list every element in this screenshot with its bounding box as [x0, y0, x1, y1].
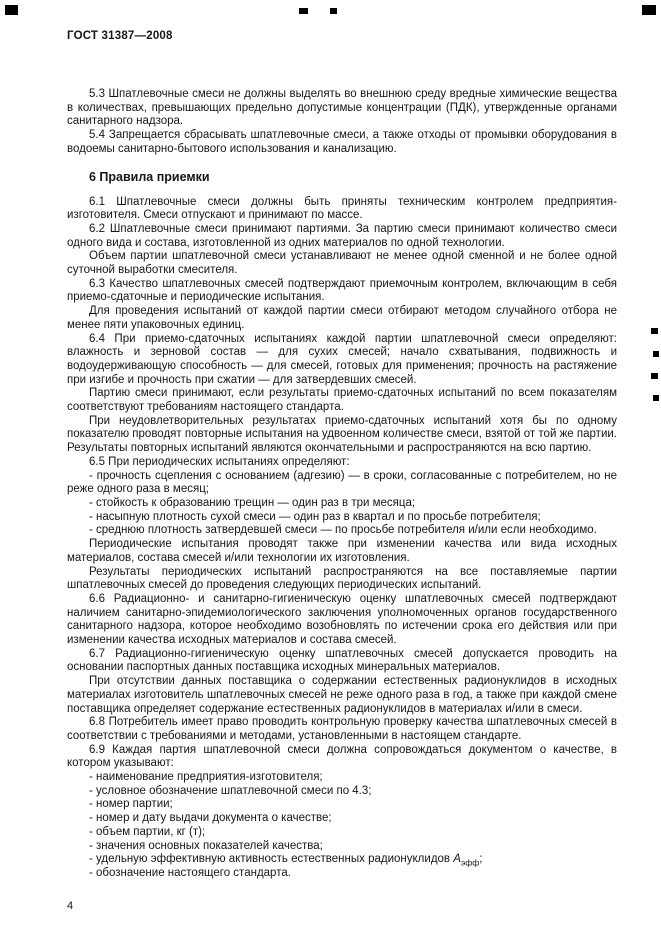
aeff-suffix: ; — [479, 853, 483, 866]
scan-mark — [653, 351, 659, 357]
paragraph-6-5: 6.5 При периодических испытаниях определяют: — [89, 455, 350, 468]
list-item: - стойкость к образованию трещин — один раз в три месяца; — [89, 496, 416, 509]
scan-mark — [642, 5, 656, 15]
paragraph-6-1: 6.1 Шпатлевочные смеси должны быть приняты техническим контролем предприятия-изготовителя. Смеси отпускают и принимают по массе. — [67, 195, 617, 222]
paragraph-5-3: 5.3 Шпатлевочные смеси не должны выделять во внешнюю среду вредные химические вещества в количествах, превышающих предельно допустимые концентрации (ПДК), утвержденные органами санитарного надзора. — [67, 88, 617, 128]
paragraph-6-5-cont1: Периодические испытания проводят также при изменении качества или вида исходных материалов, состава смесей и/или технологии их изготовления. — [67, 538, 617, 564]
list-item: - номер партии; — [89, 798, 173, 811]
list-item: - среднюю плотность затвердевшей смеси — по просьбе потребителя и/или если необходимо. — [89, 524, 597, 537]
paragraph-6-7: 6.7 Радиационно-гигиеническую оценку шпатлевочных смесей допускается проводить на основании паспортных данных поставщика исходных минеральных материалов. — [67, 647, 617, 674]
list-item: - объем партии, кг (т); — [89, 825, 206, 838]
page-number: 4 — [67, 900, 74, 912]
aeff-subscript: эфф — [460, 857, 480, 868]
aeff-symbol: А — [453, 853, 461, 866]
section-6-title: 6 Правила приемки — [89, 169, 210, 184]
scan-mark — [299, 8, 308, 14]
paragraph-6-6: 6.6 Радиационно- и санитарно-гигиеническую оценку шпатлевочных смесей подтверждают наличием санитарно-эпидемиологического заключения уполномоченных органов государственного санитарного надзора, которое необходимо возобновлять по истечении срока его действия или при изменении качества исходных материалов и состава смесей. — [67, 592, 617, 647]
scan-mark — [651, 373, 658, 379]
paragraph-6-7-cont: При отсутствии данных поставщика о содержании естественных радионуклидов в исходных материалах изготовитель шпатлевочных смесей не реже одного раза в год, а также при каждой смене поставщика определяет содержание естественных радионуклидов в материалах и/или в смеси. — [67, 675, 617, 715]
paragraph-5-4: 5.4 Запрещается сбрасывать шпатлевочные смеси, а также отходы от промывки оборудования в водоемы санитарно-бытового использования и канализацию. — [67, 129, 617, 155]
list-item: - прочность сцепления с основанием (адгезию) — в сроки, согласованные с потребителем, но не реже одного раза в месяц; — [67, 469, 617, 496]
scan-mark — [330, 8, 337, 14]
list-item: - наименование предприятия-изготовителя; — [89, 771, 323, 784]
list-item-aeff — [67, 853, 617, 867]
paragraph-6-4: 6.4 При приемо-сдаточных испытаниях каждой партии шпатлевочной смеси определяют: влажность и зерновой состав — для сухих смесей; начало схватывания, подвижность и водоудерживающую способность — для смесей, готовых для применения; прочность на растяжение при изгибе и прочность при сжатии — для затвердевших смесей. — [67, 332, 617, 386]
list-item: - насыпную плотность сухой смеси — один раз в квартал и по просьбе потребителя; — [89, 510, 541, 523]
aeff-prefix: - удельную эффективную активность естественных радионуклидов — [89, 853, 454, 866]
paragraph-6-5-cont2: Результаты периодических испытаний распространяются на все поставляемые партии шпатлевочных смесей до проведения следующих периодических испытаний. — [67, 565, 617, 592]
list-item: - номер и дату выдачи документа о качестве; — [89, 812, 332, 825]
paragraph-6-4-cont1: Партию смеси принимают, если результаты приемо-сдаточных испытаний по всем показателям соответствуют требованиям настоящего стандарта. — [67, 387, 617, 414]
paragraph-6-2-cont: Объем партии шпатлевочной смеси устанавливают не менее одной сменной и не более одной суточной выработки смесителя. — [67, 250, 617, 277]
list-item: - значения основных показателей качества; — [89, 839, 323, 852]
paragraph-6-3-cont: Для проведения испытаний от каждой партии смеси отбирают методом случайного отбора не менее пяти упаковочных единиц. — [67, 305, 617, 331]
paragraph-6-4-cont2: При неудовлетворительных результатах приемо-сдаточных испытаний хотя бы по одному показателю проводят повторные испытания на удвоенном количестве смеси, взятой от той же партии. Результаты повторных испытаний являются окончательными и распространяются на всю партию. — [67, 414, 617, 455]
list-item: - обозначение настоящего стандарта. — [89, 866, 291, 879]
list-item: - условное обозначение шпатлевочной смеси по 4.3; — [89, 784, 372, 797]
scan-mark — [651, 328, 658, 334]
document-body — [67, 88, 617, 881]
doc-code: ГОСТ 31387—2008 — [67, 30, 173, 42]
paragraph-6-3: 6.3 Качество шпатлевочных смесей подтверждают приемочным контролем, включающим в себя приемо-сдаточные и периодические испытания. — [67, 277, 617, 304]
paragraph-6-2: 6.2 Шпатлевочные смеси принимают партиями. За партию смеси принимают количество смеси одного вида и состава, изготовленной из одних материалов по одной технологии. — [67, 222, 617, 249]
scan-mark — [653, 395, 659, 401]
paragraph-6-9: 6.9 Каждая партия шпатлевочной смеси должна сопровождаться документом о качестве, в котором указывают: — [67, 743, 617, 770]
scan-mark — [5, 5, 18, 15]
paragraph-6-8: 6.8 Потребитель имеет право проводить контрольную проверку качества шпатлевочных смесей в соответствии с требованиями и методами, установленными в настоящем стандарте. — [67, 716, 617, 742]
